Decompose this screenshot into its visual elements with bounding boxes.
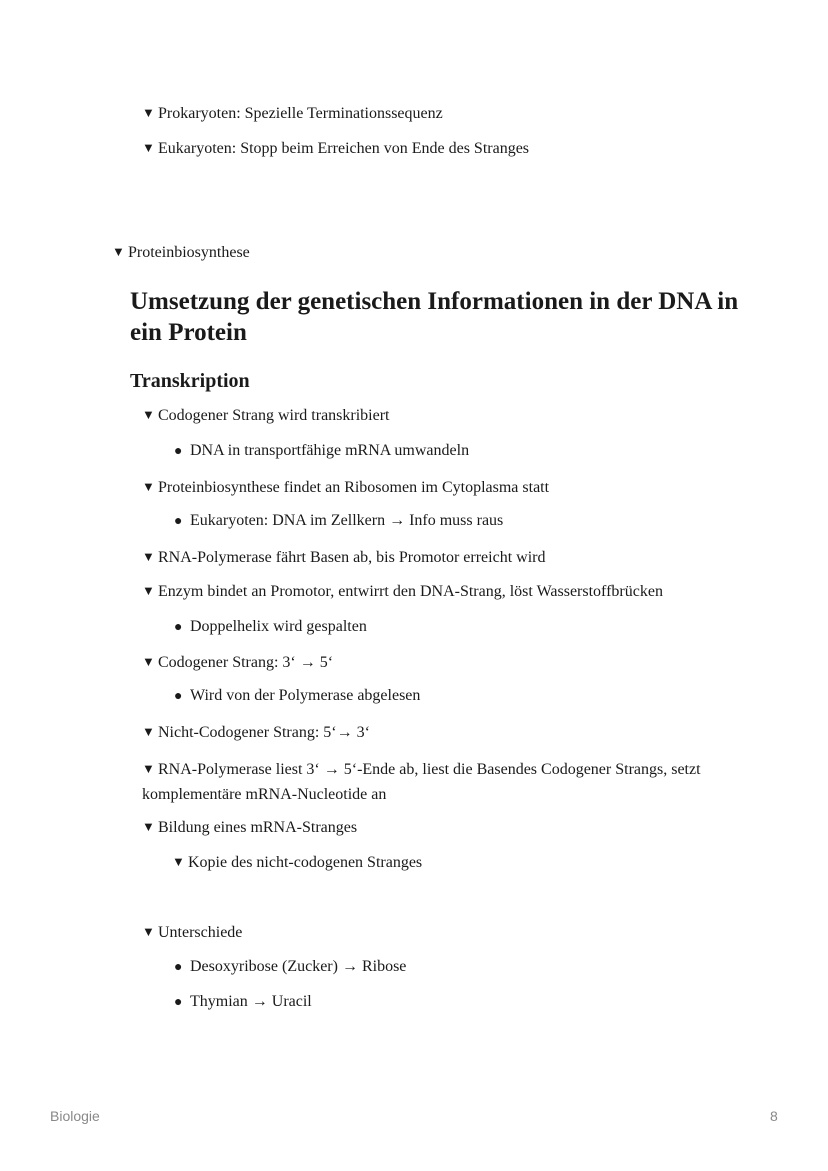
toggle-item[interactable]: ▼ Codogener Strang wird transkribiert xyxy=(142,404,390,427)
bullet-icon: ● xyxy=(174,444,183,459)
triangle-down-icon[interactable]: ▼ xyxy=(112,244,125,259)
triangle-down-icon[interactable]: ▼ xyxy=(142,479,155,494)
triangle-down-icon[interactable]: ▼ xyxy=(142,583,155,598)
bullet-icon: ● xyxy=(174,514,183,529)
toggle-item[interactable]: ▼ RNA-Polymerase liest 3‘ → 5‘-Ende ab, liest die Basendes Codogener Strangs, setzt komplementäre mRNA-Nucleotide an xyxy=(142,756,742,807)
triangle-down-icon[interactable]: ▼ xyxy=(142,140,155,155)
page-number: 8 xyxy=(770,1108,778,1124)
toggle-item[interactable]: ▼ Proteinbiosynthese findet an Ribosomen im Cytoplasma statt xyxy=(142,476,549,499)
toggle-item[interactable]: ▼ Kopie des nicht-codogenen Stranges xyxy=(172,851,422,874)
bullet-item: ● Eukaryoten: DNA im Zellkern → Info muss raus xyxy=(174,510,503,533)
bullet-icon: ● xyxy=(174,689,183,704)
toggle-item[interactable]: ▼ Unterschiede xyxy=(142,921,242,944)
section-heading: Transkription xyxy=(130,370,250,392)
triangle-down-icon[interactable]: ▼ xyxy=(142,105,155,120)
triangle-down-icon[interactable]: ▼ xyxy=(142,654,155,669)
toggle-item[interactable]: ▼ RNA-Polymerase fährt Basen ab, bis Promotor erreicht wird xyxy=(142,546,545,569)
triangle-down-icon[interactable]: ▼ xyxy=(142,549,155,564)
page-heading: Umsetzung der genetischen Informationen in der DNA in ein Protein xyxy=(130,288,739,346)
bullet-item: ● DNA in transportfähige mRNA umwandeln xyxy=(174,440,469,463)
bullet-item: ● Doppelhelix wird gespalten xyxy=(174,616,367,639)
toggle-item[interactable]: ▼ Bildung eines mRNA-Stranges xyxy=(142,816,357,839)
bullet-icon: ● xyxy=(174,960,183,975)
triangle-down-icon[interactable]: ▼ xyxy=(142,924,155,939)
bullet-icon: ● xyxy=(174,995,183,1010)
triangle-down-icon[interactable]: ▼ xyxy=(142,724,155,739)
triangle-down-icon[interactable]: ▼ xyxy=(142,819,155,834)
bullet-icon: ● xyxy=(174,620,183,635)
bullet-item: ● Desoxyribose (Zucker) → Ribose xyxy=(174,956,406,979)
toggle-item[interactable]: ▼ Codogener Strang: 3‘ → 5‘ xyxy=(142,651,333,674)
triangle-down-icon[interactable]: ▼ xyxy=(142,407,155,422)
toggle-item[interactable]: ▼ Eukaryoten: Stopp beim Erreichen von Ende des Stranges xyxy=(142,137,529,160)
bullet-item: ● Thymian → Uracil xyxy=(174,991,312,1014)
triangle-down-icon[interactable]: ▼ xyxy=(172,854,185,869)
toggle-item[interactable]: ▼ Nicht-Codogener Strang: 5‘→ 3‘ xyxy=(142,721,370,744)
toggle-item[interactable]: ▼ Prokaryoten: Spezielle Terminationssequenz xyxy=(142,102,443,125)
section-toggle[interactable]: ▼ Proteinbiosynthese xyxy=(112,241,250,264)
bullet-item: ● Wird von der Polymerase abgelesen xyxy=(174,685,420,708)
toggle-item[interactable]: ▼ Enzym bindet an Promotor, entwirrt den DNA-Strang, löst Wasserstoffbrücken xyxy=(142,580,663,603)
footer-subject: Biologie xyxy=(50,1108,100,1124)
triangle-down-icon[interactable]: ▼ xyxy=(142,761,155,776)
